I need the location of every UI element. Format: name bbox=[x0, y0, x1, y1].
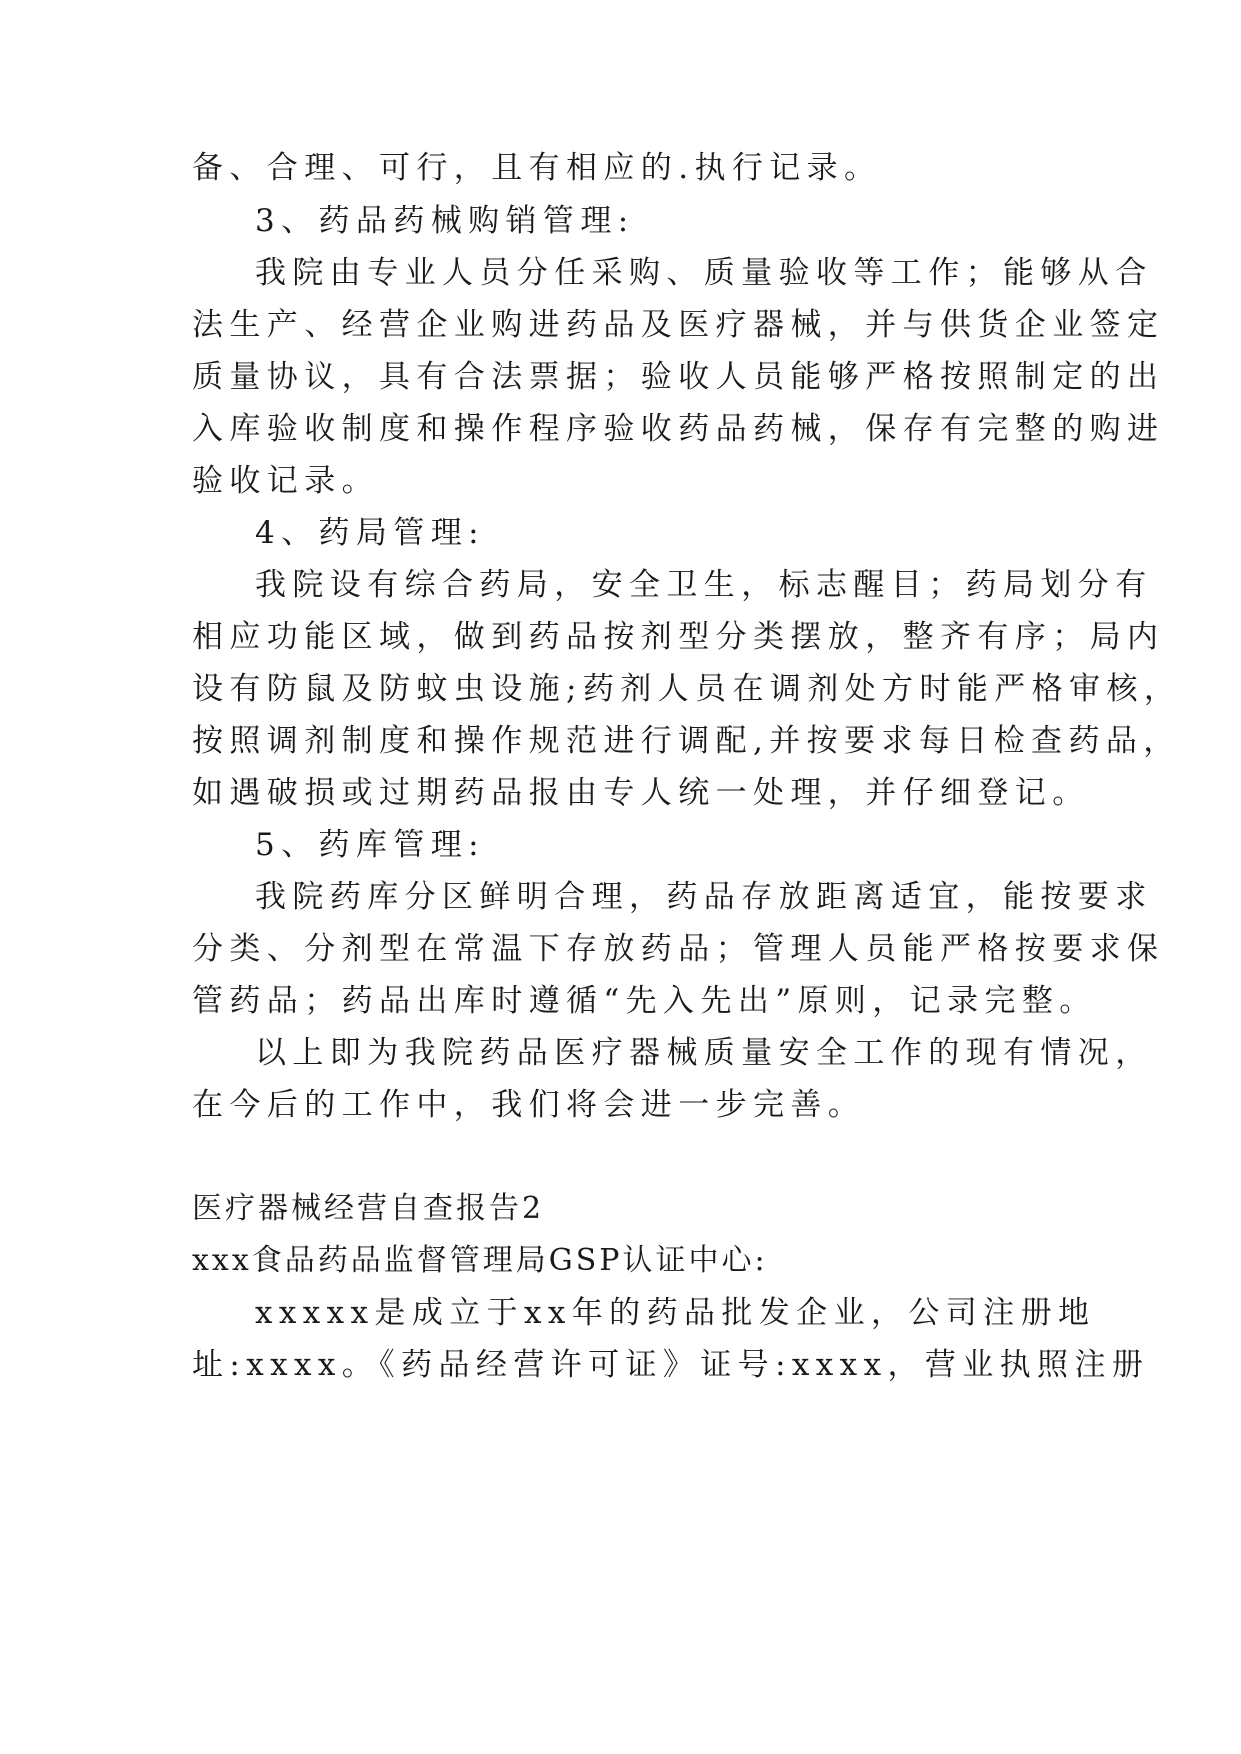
paragraph-line: 在今后的工作中，我们将会进一步完善。 bbox=[192, 1087, 866, 1123]
paragraph-line: xxxxx是成立于xx年的药品批发企业，公司注册地 bbox=[255, 1295, 1096, 1331]
paragraph-line: 如遇破损或过期药品报由专人统一处理，并仔细登记。 bbox=[192, 775, 1090, 811]
section-heading-purchase-sales: 3、药品药械购销管理: bbox=[255, 203, 635, 239]
paragraph-line: 备、合理、可行，且有相应的.执行记录。 bbox=[192, 150, 882, 186]
section-heading-pharmacy: 4、药局管理: bbox=[255, 515, 485, 551]
section-heading-warehouse: 5、药库管理: bbox=[255, 827, 485, 863]
paragraph-line: 分类、分剂型在常温下存放药品；管理人员能严格按要求保 bbox=[192, 931, 1165, 967]
paragraph-line: 质量协议，具有合法票据；验收人员能够严格按照制定的出 bbox=[192, 359, 1165, 395]
paragraph-line: 我院由专业人员分任采购、质量验收等工作；能够从合 bbox=[255, 255, 1153, 291]
paragraph-line: 入库验收制度和操作程序验收药品药械，保存有完整的购进 bbox=[192, 411, 1165, 447]
paragraph-line: 设有防鼠及防蚊虫设施;药剂人员在调剂处方时能严格审核， bbox=[192, 671, 1182, 707]
paragraph-line: 以上即为我院药品医疗器械质量安全工作的现有情况， bbox=[255, 1035, 1153, 1071]
paragraph-line: 管药品；药品出库时遵循“先入先出”原则，记录完整。 bbox=[192, 983, 1097, 1019]
paragraph-line: 址:xxxx。《药品经营许可证》证号:xxxx，营业执照注册 bbox=[192, 1347, 1150, 1383]
paragraph-line: 法生产、经营企业购进药品及医疗器械，并与供货企业签定 bbox=[192, 307, 1165, 343]
paragraph-line: 验收记录。 bbox=[192, 463, 379, 499]
report-title: 医疗器械经营自查报告2 bbox=[192, 1191, 545, 1226]
paragraph-line: 按照调剂制度和操作规范进行调配,并按要求每日检查药品， bbox=[192, 723, 1181, 759]
addressee: xxx食品药品监督管理局GSP认证中心: bbox=[192, 1243, 768, 1278]
paragraph-line: 我院药库分区鲜明合理，药品存放距离适宜，能按要求 bbox=[255, 879, 1153, 915]
paragraph-line: 我院设有综合药局，安全卫生，标志醒目；药局划分有 bbox=[255, 567, 1153, 603]
paragraph-line: 相应功能区域，做到药品按剂型分类摆放，整齐有序；局内 bbox=[192, 619, 1165, 655]
